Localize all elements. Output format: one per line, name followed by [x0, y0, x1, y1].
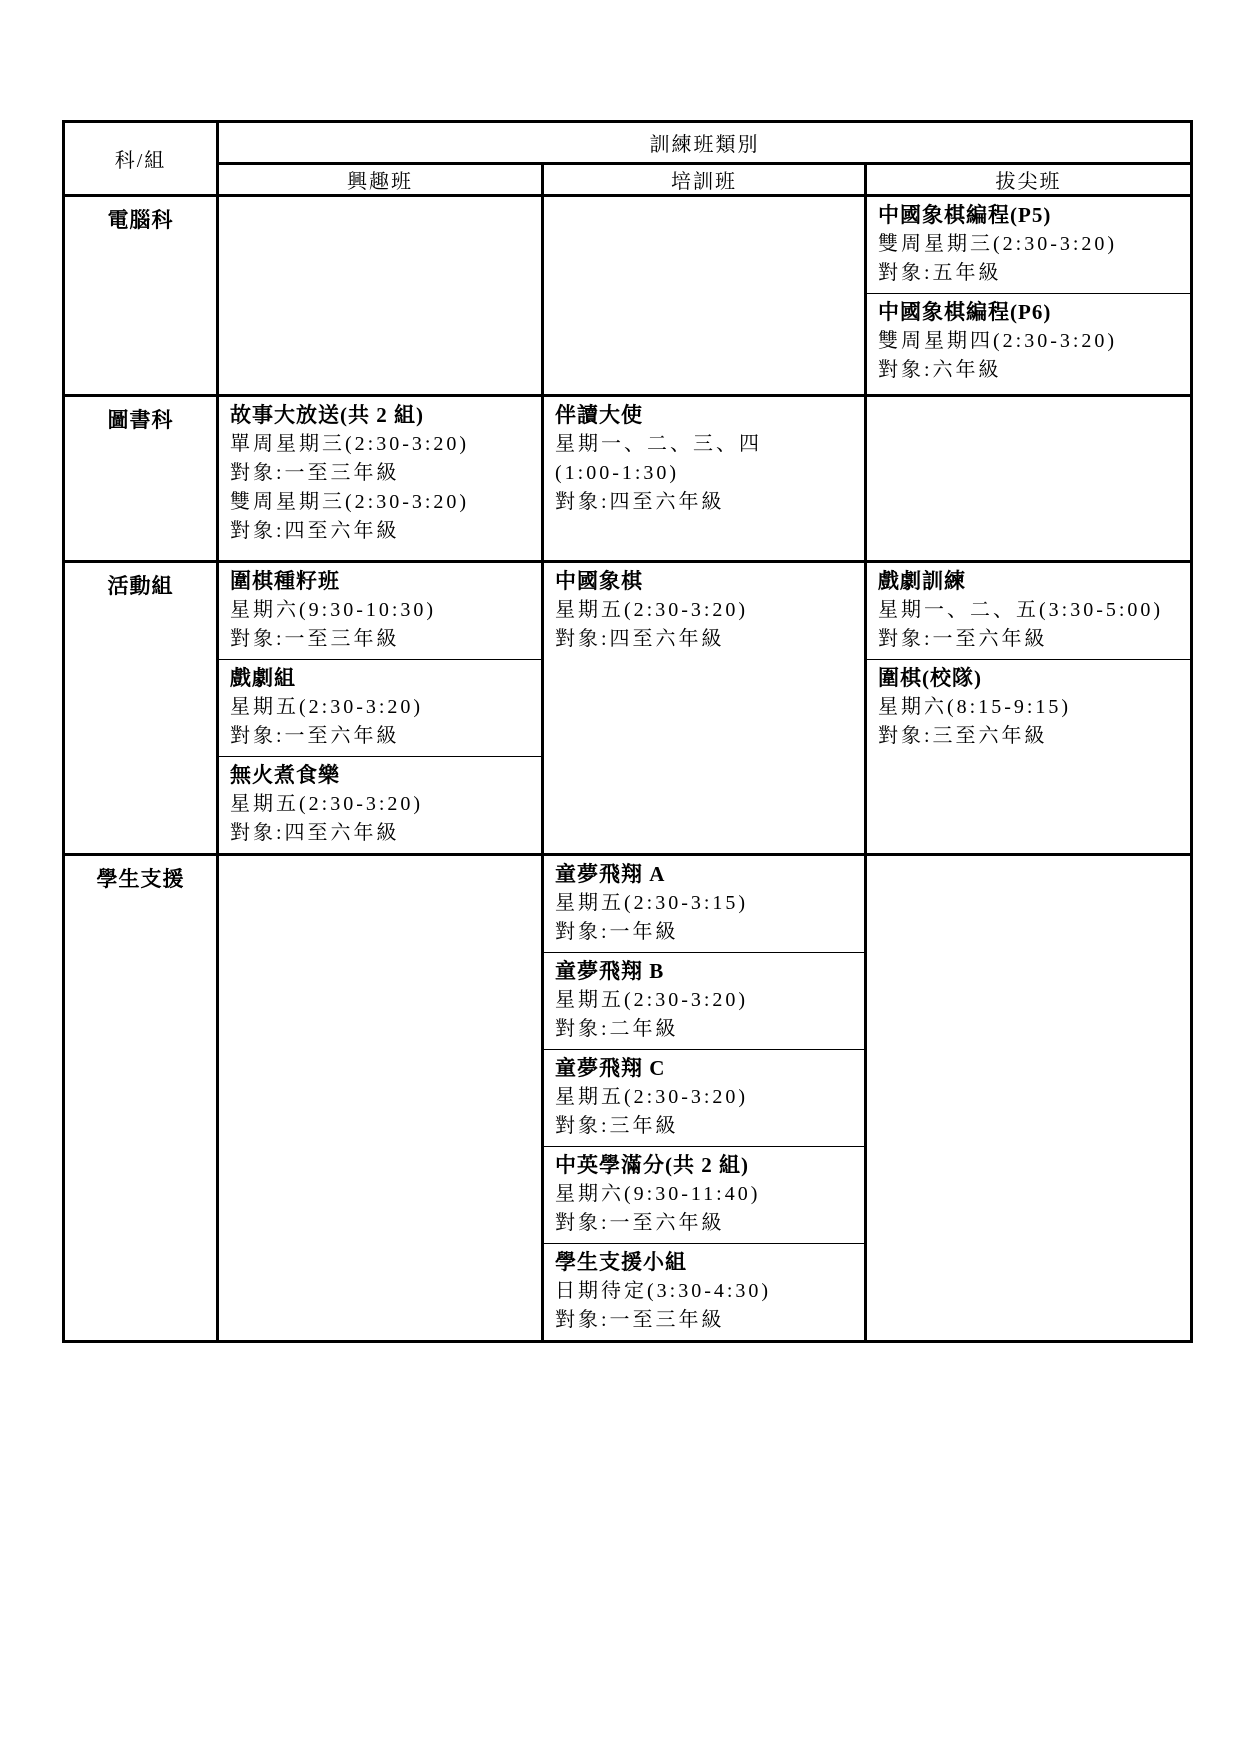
class-entry — [544, 1146, 864, 1243]
subheader-training: 培訓班 — [541, 162, 864, 194]
class-schedule: 星期六(9:30-11:40) — [555, 1183, 761, 1205]
cell-computer-interest — [216, 194, 541, 394]
cell-computer-training — [541, 194, 864, 394]
class-entry — [544, 1243, 864, 1340]
class-target: 對象:四至六年級 — [555, 628, 725, 650]
class-target: 對象:一年級 — [555, 921, 679, 943]
class-schedule: 雙周星期四(2:30-3:20) — [878, 330, 1118, 352]
training-class-table — [62, 120, 1193, 1343]
class-target: 對象:四至六年級 — [555, 491, 725, 513]
class-target: 對象:三至六年級 — [878, 725, 1048, 747]
row-label-computer: 電腦科 — [65, 194, 216, 394]
class-entry — [867, 659, 1190, 756]
class-target: 對象:五年級 — [878, 262, 1002, 284]
class-target: 對象:一至三年級 — [230, 628, 400, 650]
class-schedule: 單周星期三(2:30-3:20) — [230, 433, 470, 455]
class-schedule: 星期五(2:30-3:20) — [555, 989, 749, 1011]
class-schedule: 星期五(2:30-3:15) — [555, 892, 749, 914]
subheader-interest: 興趣班 — [216, 162, 541, 194]
class-schedule: 星期一、二、五(3:30-5:00) — [878, 599, 1164, 621]
class-entry — [544, 952, 864, 1049]
class-entry — [867, 293, 1190, 390]
class-entry — [544, 397, 864, 522]
class-schedule: 星期一、二、三、四 — [555, 433, 762, 455]
cell-activities-training — [541, 560, 864, 853]
class-schedule: 雙周星期三(2:30-3:20) — [878, 233, 1118, 255]
class-title: 戲劇訓練 — [878, 569, 966, 593]
corner-header: 科/組 — [114, 150, 167, 172]
class-target: 對象:二年級 — [555, 1018, 679, 1040]
class-schedule: 日期待定(3:30-4:30) — [555, 1280, 772, 1302]
class-target: 對象:一至三年級 — [555, 1309, 725, 1331]
cell-student-support-training — [541, 853, 864, 1340]
class-title: 中國象棋 — [555, 569, 643, 593]
class-title: 戲劇組 — [230, 666, 296, 690]
class-title: 學生支援小組 — [555, 1250, 687, 1274]
class-entry — [219, 563, 541, 659]
row-label-library: 圖書科 — [65, 394, 216, 560]
cell-library-interest — [216, 394, 541, 560]
class-target: 對象:四至六年級 — [230, 822, 400, 844]
row-label-activities: 活動組 — [65, 560, 216, 853]
class-title: 中英學滿分(共 2 組) — [555, 1153, 749, 1177]
class-entry — [219, 659, 541, 756]
cell-library-elite — [864, 394, 1190, 560]
class-schedule: (1:00-1:30) — [555, 462, 680, 484]
class-entry — [544, 1049, 864, 1146]
class-target: 對象:一至三年級 — [230, 462, 400, 484]
class-schedule: 星期六(9:30-10:30) — [230, 599, 437, 621]
class-title: 童夢飛翔 C — [555, 1056, 666, 1080]
subheader-elite: 拔尖班 — [864, 162, 1190, 194]
class-target: 對象:四至六年級 — [230, 520, 400, 542]
class-entry — [219, 756, 541, 853]
class-title: 童夢飛翔 B — [555, 959, 665, 983]
class-schedule: 星期五(2:30-3:20) — [230, 793, 424, 815]
class-schedule: 星期五(2:30-3:20) — [555, 599, 749, 621]
class-entry — [867, 563, 1190, 659]
class-target: 對象:一至六年級 — [555, 1212, 725, 1234]
class-title: 中國象棋編程(P6) — [878, 300, 1052, 324]
class-entry — [219, 397, 541, 551]
class-entry — [544, 856, 864, 952]
class-schedule: 星期六(8:15-9:15) — [878, 696, 1072, 718]
cell-library-training — [541, 394, 864, 560]
class-schedule: 星期五(2:30-3:20) — [555, 1086, 749, 1108]
cell-student-support-interest — [216, 853, 541, 1340]
category-header: 訓練班類別 — [216, 123, 1190, 162]
class-target: 對象:六年級 — [878, 359, 1002, 381]
class-title: 中國象棋編程(P5) — [878, 203, 1052, 227]
class-title: 故事大放送(共 2 組) — [230, 403, 424, 427]
class-target: 對象:三年級 — [555, 1115, 679, 1137]
class-schedule: 雙周星期三(2:30-3:20) — [230, 491, 470, 513]
class-schedule: 星期五(2:30-3:20) — [230, 696, 424, 718]
class-entry — [544, 563, 864, 659]
class-entry — [867, 197, 1190, 293]
class-title: 無火煮食樂 — [230, 763, 340, 787]
class-title: 伴讀大使 — [555, 403, 643, 427]
class-target: 對象:一至六年級 — [878, 628, 1048, 650]
cell-activities-elite — [864, 560, 1190, 853]
class-target: 對象:一至六年級 — [230, 725, 400, 747]
class-title: 圍棋(校隊) — [878, 666, 982, 690]
cell-student-support-elite — [864, 853, 1190, 1340]
row-label-student-support: 學生支援 — [65, 853, 216, 1340]
cell-activities-interest — [216, 560, 541, 853]
class-title: 童夢飛翔 A — [555, 862, 666, 886]
cell-computer-elite — [864, 194, 1190, 394]
class-title: 圍棋種籽班 — [230, 569, 340, 593]
